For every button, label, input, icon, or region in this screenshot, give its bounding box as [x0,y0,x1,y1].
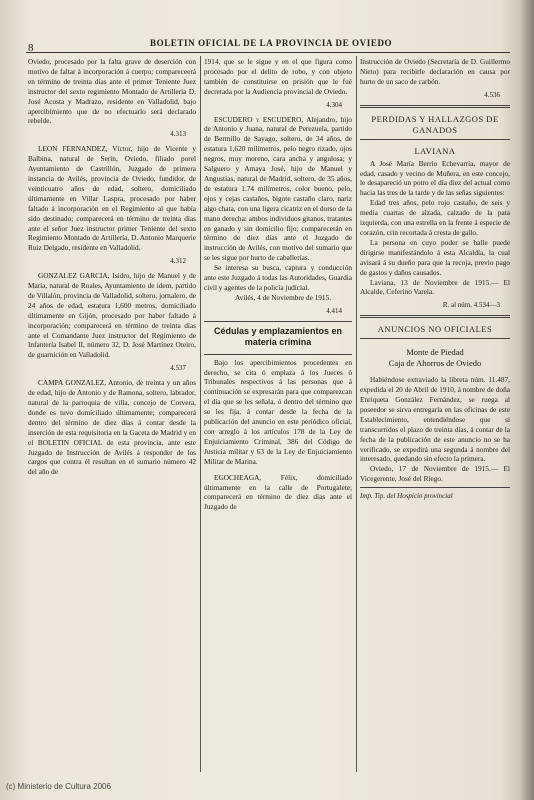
paragraph-text: Antonio, de treinta y un años de edad, hijo de Antonio y de Ramona, soltero, labrador, natural de la parroquia de villa, concejo de Corvera, donde es tuvo domiciliado últimamente; comparecerá dentro del término de diez días á contar desde la inserción de esta requisitoria en la Gaceta de Madrid y en el BOLETIN OFICIAL de esta provincia, ante este Juzgado de Instrucción de Avilés á responder de los cargos que contra él resultan en el sumario número 42 del año de [28,378,197,477]
notice-heading-line: Monte de Piedad [406,347,464,358]
column-1 [28,57,196,477]
paragraph: Se interesa su busca, captura y conducción ante este Juzgado á todas las Autoridades, Guardia civil y agentes de la policía judicial. [204,263,352,292]
section-rule [204,354,352,355]
paragraph [204,473,352,513]
header-rule [26,52,510,53]
reference-number: 4.537 [170,364,186,373]
page-edge-shadow [520,0,534,800]
section-rule [360,105,510,108]
paragraph: Bajo los apercibimientos procedentes en derecho, se cita ó emplaza á los Jueces ó Tribunales respectivos á las personas que á continuación se expresarán para que comparezcan el día que se les señala, ó dentro del término que se les fija, á contar desde la fecha de la publicación del anuncio en este periódico oficial, con arreglo á los artículos 178 de la Ley de Enjuiciamiento Criminal, 386 del Código de Justicia militar y 63 de la Ley de Enjuiciamiento Militar de Marina. [204,357,352,466]
reference-number: 4.536 [484,90,500,99]
paragraph: 1914, que se le sigue y en el que figura como procesado por el delito de robo, y con objeto también de constituirse en prisión que le fué decretada por la Audiencia provincial de Oviedo. [204,57,352,96]
paragraph-text: Isidro, hijo de Manuel y de María, natural de Roales, Ayuntamiento de idem, partido de Villalón, provincia de Valladolid, soltero, jornalero, de 24 años de edad, estatura 1,600 metros, domiciliado últimamente en Gijón, procesado por haber faltado á incorporación; comparecerá en término de treinta días ante el Comandante Juez instructor del Regimiento de Infantería Isabel II, número 32, D. José Martínez Oteiro, de guarnición en Valladolid. [28,271,197,360]
section-rule [360,338,510,339]
paragraph: Oviedo, 17 de Noviembre de 1915.— El Vicegerente, José del Riego. [360,464,510,484]
person-name: CAMPA GONZALEZ, [38,378,107,388]
person-name: ESCUDERO y ESCUDERO, [214,114,304,124]
page-number: 8 [28,42,34,54]
section-rule [204,321,352,322]
paragraph: Instrucción de Oviedo (Secretaría de D. Guillermo Nieto) para recibirle declaración en causa por hurto de un saco de carbón. [360,57,510,86]
person-name: EGOCHEAGA, [214,472,262,482]
paragraph [28,144,196,253]
page-header: BOLETIN OFICIAL DE LA PROVINCIA DE OVIEDO [150,38,393,48]
dateline: Avilés, 4 de Noviembre de 1915. [234,292,332,302]
section-title: ANUNCIOS NO OFICIALES [377,324,493,335]
paragraph: Edad tres años, pelo rojo castaño, de seis y media cuartas de alzada, calzado de la pata izquierda, con una estrella en la frente á especie de corazón, crin recortada á cresta de gallo. [360,198,510,237]
reference-number: R. al núm. 4.534—3 [442,301,500,310]
paragraph-text: Félix, domiciliado últimamente en la calle de Portugalete; comparecerá en término de diez días ante el Juzgado de [204,472,352,512]
reference-number: 4.313 [170,130,186,139]
notice-heading-line: Caja de Ahorros de Oviedo [388,358,482,369]
section-title: PERDIDAS Y HALLAZGOS DE GANADOS [371,113,499,135]
copyright-notice: (c) Ministerio de Cultura 2006 [6,782,111,791]
paragraph: Oviedo, procesado por la falta grave de deserción con motivo de faltar á incorporación á cuerpo; compareceerá en término de treinta días ante el primer Teniente Juez instructor del sexto regimiento Montado de Artillería D. José Acosta y Madrazo, residente en Valladolid, bajo apercibimiento que de no efectuarlo será declarado rebelde. [28,57,196,126]
paragraph [204,115,352,264]
reference-number: 4.414 [326,306,342,315]
paragraph: La persona en cuyo poder se halle puede dirigirse manifestándolo á esta Alcaldía, la cual avisará á su dueño para que la recoja, previo pago de gastos y daños causados. [360,237,510,277]
paragraph-text: Víctor, hijo de Vicente y Balbina, natural de Serín, Oviedo, filiado porel Ayuntamiento de Castrillón, Juzgado de primera instancia de Avilés, provincia de Oviedo, fundidor, de veinticuatro años de edad, soltero, domiciliado últimamente en Villar Laspra, procesado por haber faltado á incorporación en el Regimiento al que había sido destinado; comparecerá en término de treinta días ante el señor Juez instructor primer Teniente del sexto Regimiento Montado de Artillería, D. Antonio Marquerie Ruiz Delgado, residente en Valladolid. [28,144,196,253]
person-name: LEON FERNANDEZ, [38,144,108,154]
printer-imprint: Imp. Tip. del Hospicio provincial [360,492,453,501]
paragraph: A José María Berrio Echevarría, mayor de edad, casado y vecino de Muñera, en este concejo, le desapareció un potro el día diez del actual como hacia las tres de la tarde y de las señas siguientes: [360,158,510,198]
paragraph [28,271,196,360]
person-name: GONZALEZ GARCIA, [38,271,110,281]
notice-heading [360,347,510,369]
paragraph-text: Alejandro, hijo de Antonio y Juana, natural de Perezuela, partido de Bermillo de Sayago, soltero, de 34 años, de estatura 1,620 milímetros, pelo negro rizado, ojos negros, muy moreno, cara ancha y angulosa; y Salguero y Amaya José, hijo de Manuel y Angustias, natural de Madrid, soltero, de 35 años, de estatura 1.74 milímetros, color bueno, pelo, ojos y cejas castaños, bigote castaño claro, nariz algo chata, con una ligera cicatriz en el dorso de la mano derecha: ambos individuos gitanos, tratantes en ganado y sin domicilio fijo; comparecerán en término de diez días ante el Juzgado de instrucción de Avilés, con motivo del sumario que se les sigue por hurto de caballerías. [204,114,352,263]
reference-number: 4.312 [170,257,186,266]
section-rule [360,315,510,318]
paragraph: Habiéndose extraviado la libreta núm. 11.487, expedida el 20 de Abril de 1910, á nombre de doña Enriqueta González Fernández, se ruega al poseedor se sirva entregarla en las oficinas de este Establecimiento, entendiéndose que si transcurridos el plazo de treinta días, á contar de la fecha de la publicación de este anuncio no se ha verificado, se expedirá una segunda á nombre del interesado, quedando sin efecto la primera. [360,375,510,464]
paragraph: Laviana, 13 de Noviembre de 1915.— El Alcalde, Ceferino Varela. [360,277,510,297]
column-divider [200,56,201,772]
section-rule [360,487,510,488]
column-divider [356,56,357,772]
section-title: Cédulas y emplazamientos en materia crimina [213,325,343,347]
subsection-title: LAVIANA [414,145,456,156]
reference-number: 4.304 [326,100,342,109]
column-3 [360,57,510,502]
section-rule [360,139,510,140]
column-2 [204,57,352,512]
paragraph [28,378,196,477]
